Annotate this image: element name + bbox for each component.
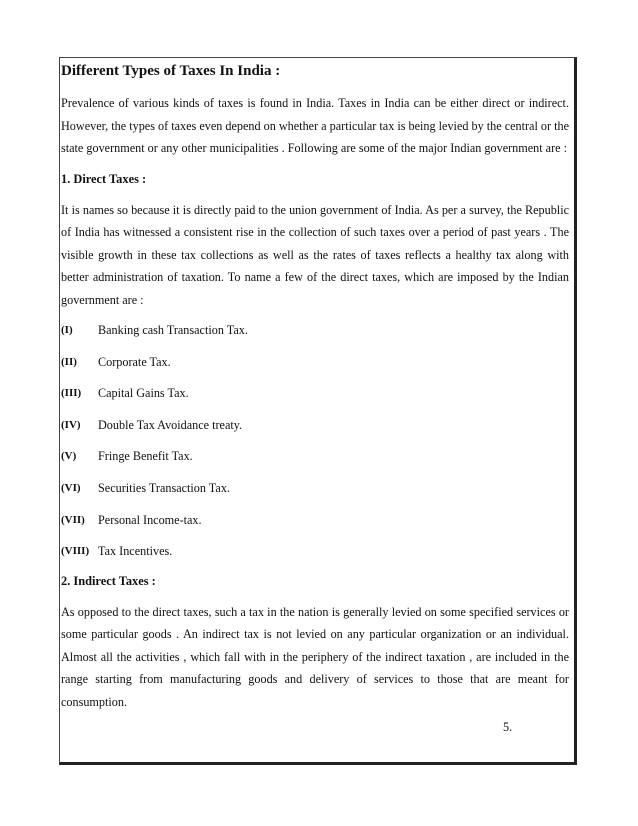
list-numeral: (VIII) — [61, 545, 90, 558]
list-item — [61, 383, 569, 415]
intro-paragraph: Prevalence of various kinds of taxes is found in India. Taxes in India can be either direct or indirect. However, the types of taxes even depend on whether a particular tax is being levied by the central or the state government or any other municipalities . Following are some of the major Indian government are : — [61, 96, 569, 155]
list-numeral: (III) — [61, 387, 82, 400]
list-item-text: Tax Incentives. — [98, 544, 173, 559]
list-numeral: (VII) — [61, 513, 85, 526]
list-numeral: (IV) — [61, 418, 81, 431]
indirect-taxes-heading: 2. Indirect Taxes : — [61, 573, 156, 588]
list-item — [61, 352, 569, 384]
list-item — [61, 510, 569, 542]
list-numeral: (VI) — [61, 481, 81, 494]
page-number: 5. — [503, 720, 513, 734]
list-item-text: Capital Gains Tax. — [98, 386, 189, 401]
list-item-text: Double Tax Avoidance treaty. — [98, 417, 243, 432]
list-item-text: Personal Income-tax. — [98, 512, 202, 527]
list-numeral: (V) — [61, 450, 77, 463]
list-numeral: (II) — [61, 355, 77, 368]
list-item — [61, 446, 569, 478]
list-item — [61, 541, 569, 573]
list-item-text: Fringe Benefit Tax. — [98, 449, 193, 464]
document-title: Different Types of Taxes In India : — [61, 63, 281, 79]
direct-taxes-heading: 1. Direct Taxes : — [61, 171, 147, 186]
list-item — [61, 415, 569, 447]
direct-taxes-paragraph: It is names so because it is directly paid to the union government of India. As per a survey, the Republic of India has witnessed a consistent rise in the collection of such taxes over a period of past years . The visible growth in these tax collections as well as the rates of taxes reflects a healthy tax along with better administration of taxation. To name a few of the direct taxes, which are imposed by the Indian government are : — [61, 202, 569, 307]
indirect-taxes-paragraph: As opposed to the direct taxes, such a tax in the nation is generally levied on some specified services or some particular goods . An indirect tax is not levied on any particular organization or an individual. Almost all the activities , which fall with in the periphery of the indirect taxation , are included in the range starting from manufacturing goods and delivery of services to those that are meant for consumption. — [61, 604, 569, 709]
direct-taxes-list — [61, 320, 569, 573]
list-item — [61, 320, 569, 352]
list-item-text: Corporate Tax. — [98, 354, 171, 369]
list-item-text: Securities Transaction Tax. — [98, 480, 230, 495]
list-numeral: (I) — [61, 324, 73, 336]
list-item — [61, 478, 569, 510]
list-item-text: Banking cash Transaction Tax. — [98, 323, 248, 337]
document-body — [61, 60, 569, 713]
